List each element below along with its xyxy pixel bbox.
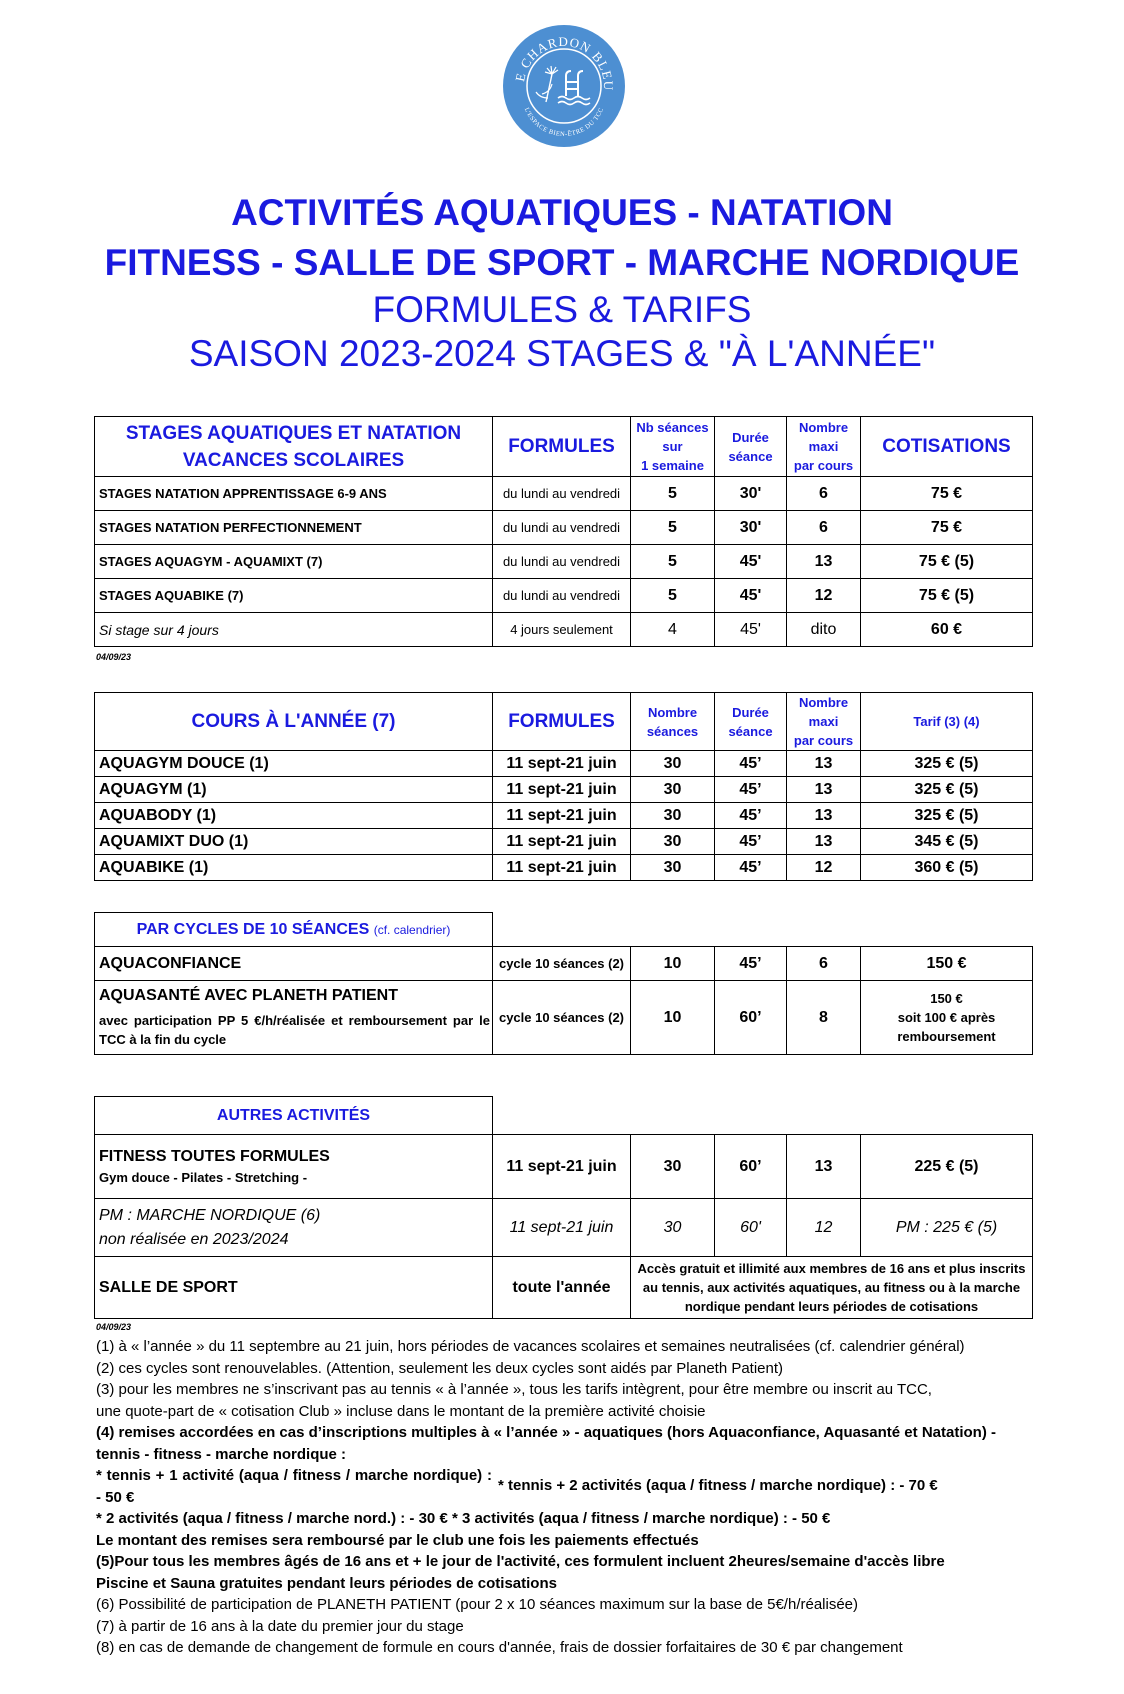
row-duree: 45'	[715, 579, 787, 613]
club-logo	[502, 24, 626, 148]
note-2: (2) ces cycles sont renouvelables. (Attention, seulement les deux cycles sont aidés par Planeth Patient)	[96, 1359, 784, 1377]
row-duree: 45’	[715, 777, 787, 803]
svg-text:L'ESPACE BIEN-ÊTRE DU TCC: L'ESPACE BIEN-ÊTRE DU TCC	[522, 106, 606, 139]
row-seances: 5	[631, 511, 715, 545]
table-row	[95, 777, 1033, 803]
note-3b: une quote-part de « cotisation Club » incluse dans le montant de la première activité choisie	[96, 1402, 706, 1420]
row-maxi: 13	[787, 545, 861, 579]
row-prix: 75 € (5)	[861, 579, 1033, 613]
note-1: (1) à « l’année » du 11 septembre au 21 juin, hors périodes de vacances scolaires et semaines neutralisées (cf. calendrier général)	[96, 1338, 965, 1355]
note-8: (8) en cas de demande de changement de formule en cours d'année, frais de dossier forfaitaires de 30 € par changement	[96, 1639, 903, 1656]
row-maxi: dito	[787, 613, 861, 647]
row-maxi: 12	[787, 579, 861, 613]
title-block	[0, 188, 1124, 376]
note-5a: (5)Pour tous les membres âgés de 16 ans et + le jour de l'activité, ces formulent incluent 2heures/semaine d'accès libre	[96, 1553, 945, 1570]
row-prix: 360 € (5)	[861, 855, 1033, 881]
row-label: Si stage sur 4 jours	[95, 613, 493, 647]
autres-table	[94, 1096, 1033, 1319]
table-header-row	[95, 913, 1033, 947]
duree-header: Durée séance	[715, 693, 787, 751]
formules-header: FORMULES	[493, 693, 631, 751]
seances-header: Nombre séances	[631, 693, 715, 751]
row-label: AQUABIKE (1)	[95, 855, 493, 881]
row-prix: 345 € (5)	[861, 829, 1033, 855]
row-seances: 10	[631, 947, 715, 981]
row-maxi: 13	[787, 829, 861, 855]
empty-cell	[493, 1097, 1033, 1135]
row-formule: 11 sept-21 juin	[493, 751, 631, 777]
row-label: FITNESS TOUTES FORMULES Gym douce - Pilates - Stretching -	[95, 1135, 493, 1199]
title-line-4: SAISON 2023-2024 STAGES & "À L'ANNÉE"	[188, 333, 936, 374]
duree-header: Durée séance	[715, 417, 787, 477]
table-row	[95, 947, 1033, 981]
table-row	[95, 803, 1033, 829]
tarif-header: Tarif (3) (4)	[861, 693, 1033, 751]
row-label: AQUAGYM (1)	[95, 777, 493, 803]
row-seances: 30	[631, 1199, 715, 1257]
row-formule: du lundi au vendredi	[493, 511, 631, 545]
note-7: (7) à partir de 16 ans à la date du premier jour du stage	[96, 1617, 464, 1635]
row-duree: 45’	[715, 751, 787, 777]
note-3a: (3) pour les membres ne s’inscrivant pas au tennis « à l’année », tous les tarifs intègrent, pour être membre ou inscrit au TCC,	[96, 1381, 932, 1398]
table-header-row	[95, 417, 1033, 477]
table-row	[95, 613, 1033, 647]
row-formule: cycle 10 séances (2)	[493, 947, 631, 981]
row-prix: 225 € (5)	[861, 1135, 1033, 1199]
row-duree: 45’	[715, 803, 787, 829]
note-4a: (4) remises accordées en cas d’inscriptions multiples à « l’année » - aquatiques (hors Aquaconfiance, Aquasanté et Natation) -	[96, 1424, 996, 1441]
row-label: AQUAGYM DOUCE (1)	[95, 751, 493, 777]
row-label: AQUABODY (1)	[95, 803, 493, 829]
row-seances: 5	[631, 477, 715, 511]
row-label: STAGES AQUAGYM - AQUAMIXT (7)	[95, 545, 493, 579]
row-prix: 60 €	[861, 613, 1033, 647]
note-6: (6) Possibilité de participation de PLANETH PATIENT (pour 2 x 10 séances maximum sur la base de 5€/h/réalisée)	[96, 1596, 859, 1613]
row-formule: 11 sept-21 juin	[493, 1135, 631, 1199]
annee-header-title: COURS À L'ANNÉE (7)	[95, 693, 493, 751]
row-label: STAGES NATATION PERFECTIONNEMENT	[95, 511, 493, 545]
row-duree: 45'	[715, 613, 787, 647]
row-label: AQUASANTÉ AVEC PLANETH PATIENT avec participation PP 5 €/h/réalisée et remboursement par le TCC à la fin du cycle	[95, 981, 493, 1055]
row-formule: 11 sept-21 juin	[493, 829, 631, 855]
row-seances: 30	[631, 751, 715, 777]
row-formule: du lundi au vendredi	[493, 477, 631, 511]
logo-seal-icon	[502, 24, 626, 148]
title-line-1: ACTIVITÉS AQUATIQUES - NATATION	[231, 192, 893, 233]
table-row	[95, 751, 1033, 777]
row-label: AQUAMIXT DUO (1)	[95, 829, 493, 855]
row-formule: du lundi au vendredi	[493, 579, 631, 613]
date-stamp: 04/09/23	[96, 652, 132, 662]
title-line-3: FORMULES & TARIFS	[372, 289, 752, 330]
row-seances: 4	[631, 613, 715, 647]
footnotes	[96, 1336, 1036, 1659]
row-label: STAGES AQUABIKE (7)	[95, 579, 493, 613]
row-formule: 11 sept-21 juin	[493, 777, 631, 803]
row-label: STAGES NATATION APPRENTISSAGE 6-9 ANS	[95, 477, 493, 511]
table-row	[95, 1135, 1033, 1199]
table-row	[95, 545, 1033, 579]
row-prix: 75 €	[861, 511, 1033, 545]
row-duree: 30'	[715, 477, 787, 511]
seances-header: Nb séances sur 1 semaine	[631, 417, 715, 477]
row-info: Accès gratuit et illimité aux membres de 16 ans et plus inscrits au tennis, aux activités aquatiques, au fitness ou à la marche nordique pendant leurs périodes de cotisations	[631, 1257, 1033, 1319]
row-prix: 75 € (5)	[861, 545, 1033, 579]
table-header-row	[95, 1097, 1033, 1135]
row-maxi: 6	[787, 947, 861, 981]
table-header-row	[95, 693, 1033, 751]
row-maxi: 13	[787, 751, 861, 777]
row-maxi: 6	[787, 511, 861, 545]
stages-table	[94, 416, 1033, 647]
row-formule: toute l'année	[493, 1257, 631, 1319]
table-row	[95, 1257, 1033, 1319]
cotisations-header: COTISATIONS	[861, 417, 1033, 477]
cycles-table	[94, 912, 1033, 1055]
row-duree: 60’	[715, 981, 787, 1055]
row-seances: 30	[631, 1135, 715, 1199]
note-4b: tennis - fitness - marche nordique :	[96, 1445, 347, 1463]
cycles-header-title: PAR CYCLES DE 10 SÉANCES (cf. calendrier)	[95, 913, 493, 947]
title-line-2: FITNESS - SALLE DE SPORT - MARCHE NORDIQUE	[104, 242, 1020, 283]
note-5b: Piscine et Sauna gratuites pendant leurs périodes de cotisations	[96, 1574, 557, 1592]
table-row	[95, 477, 1033, 511]
row-prix: 75 €	[861, 477, 1033, 511]
table-row	[95, 829, 1033, 855]
row-maxi: 13	[787, 777, 861, 803]
row-formule: 4 jours seulement	[493, 613, 631, 647]
note-4e: Le montant des remises sera remboursé par le club une fois les paiements effectués	[96, 1531, 699, 1549]
row-seances: 30	[631, 829, 715, 855]
row-maxi: 6	[787, 477, 861, 511]
empty-cell	[493, 913, 1033, 947]
row-formule: 11 sept-21 juin	[493, 855, 631, 881]
row-duree: 45'	[715, 545, 787, 579]
row-formule: du lundi au vendredi	[493, 545, 631, 579]
row-label: PM : MARCHE NORDIQUE (6) non réalisée en 2023/2024	[95, 1199, 493, 1257]
row-prix: 150 €	[861, 947, 1033, 981]
row-duree: 45’	[715, 829, 787, 855]
row-formule: 11 sept-21 juin	[493, 1199, 631, 1257]
table-row	[95, 981, 1033, 1055]
svg-text:LE CHARDON BLEU: E CHARDON BLEU	[512, 33, 617, 92]
row-formule: cycle 10 séances (2)	[493, 981, 631, 1055]
table-row	[95, 579, 1033, 613]
table-row	[95, 855, 1033, 881]
row-duree: 60'	[715, 1199, 787, 1257]
maxi-header: Nombre maxi par cours	[787, 417, 861, 477]
table-row	[95, 1199, 1033, 1257]
formules-header: FORMULES	[493, 417, 631, 477]
row-label: SALLE DE SPORT	[95, 1257, 493, 1319]
row-maxi: 12	[787, 1199, 861, 1257]
autres-header-title: AUTRES ACTIVITÉS	[95, 1097, 493, 1135]
annee-table	[94, 692, 1033, 881]
row-prix: 325 € (5)	[861, 751, 1033, 777]
row-maxi: 13	[787, 803, 861, 829]
row-seances: 30	[631, 777, 715, 803]
stages-header-title: STAGES AQUATIQUES ET NATATION VACANCES SCOLAIRES	[95, 417, 493, 477]
row-seances: 5	[631, 579, 715, 613]
row-seances: 30	[631, 803, 715, 829]
row-duree: 45’	[715, 947, 787, 981]
row-prix: PM : 225 € (5)	[861, 1199, 1033, 1257]
row-maxi: 8	[787, 981, 861, 1055]
row-maxi: 12	[787, 855, 861, 881]
row-seances: 10	[631, 981, 715, 1055]
row-prix: 325 € (5)	[861, 803, 1033, 829]
table-row	[95, 511, 1033, 545]
row-prix: 325 € (5)	[861, 777, 1033, 803]
row-seances: 30	[631, 855, 715, 881]
row-formule: 11 sept-21 juin	[493, 803, 631, 829]
row-duree: 60’	[715, 1135, 787, 1199]
note-4c: * tennis + 1 activité (aqua / fitness / marche nordique) : - 50 € * tennis + 2 activités (aqua / fitness / marche nordique) : - 70 €	[96, 1467, 938, 1506]
row-duree: 45’	[715, 855, 787, 881]
row-label: AQUACONFIANCE	[95, 947, 493, 981]
date-stamp: 04/09/23	[96, 1322, 132, 1332]
row-maxi: 13	[787, 1135, 861, 1199]
row-prix: 150 € soit 100 € après remboursement	[861, 981, 1033, 1055]
row-seances: 5	[631, 545, 715, 579]
note-4d: * 2 activités (aqua / fitness / marche nord.) : - 30 € * 3 activités (aqua / fitness / marche nordique) : - 50 €	[96, 1510, 831, 1527]
row-duree: 30'	[715, 511, 787, 545]
maxi-header: Nombre maxi par cours	[787, 693, 861, 751]
